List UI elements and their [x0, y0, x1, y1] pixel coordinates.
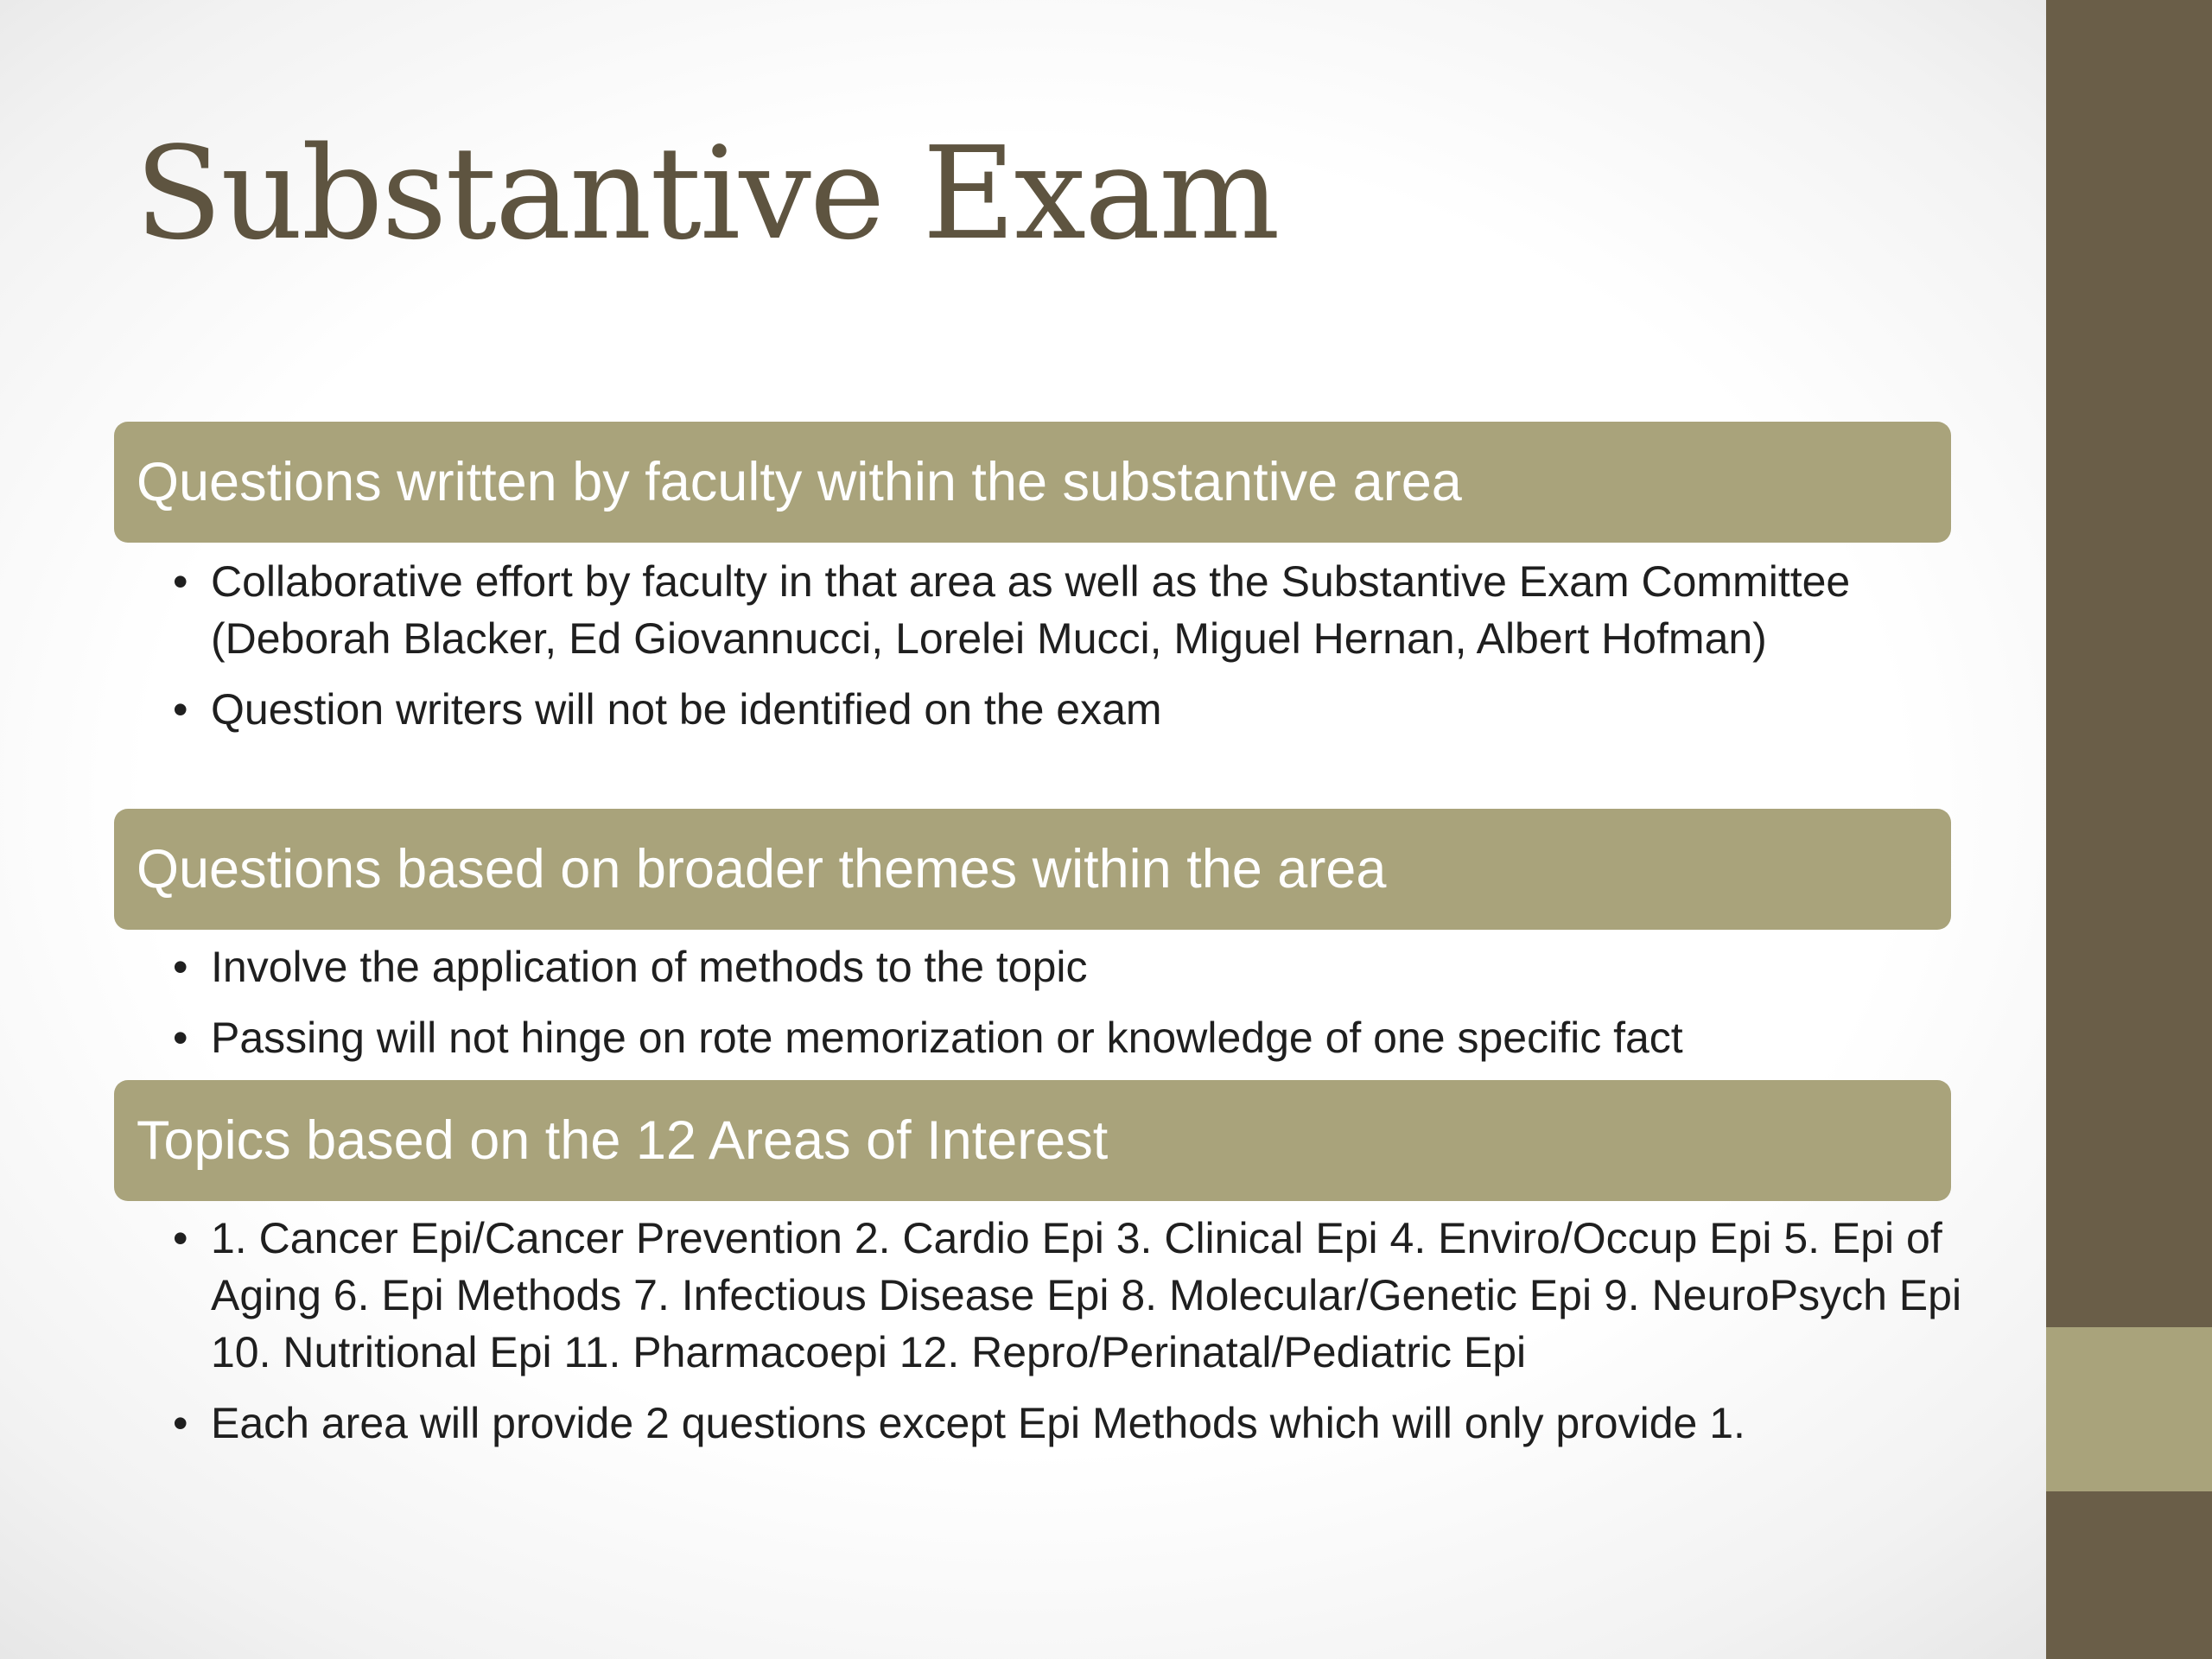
- bullet-marker: •: [173, 557, 188, 606]
- bullet-text: 1. Cancer Epi/Cancer Prevention 2. Cardio Epi 3. Clinical Epi 4. Enviro/Occup Epi 5. Epi of Aging 6. Epi Methods 7. Infectious Disease Epi 8. Molecular/Genetic Epi 9. NeuroPsych Epi 10. Nutritional Epi 11. Pharmacoepi 12. Repro/Perinatal/Pediatric Epi: [211, 1214, 1962, 1376]
- bullet-item: [169, 553, 1967, 667]
- bullet-marker: •: [173, 1014, 188, 1062]
- side-bar-accent: [2046, 1327, 2212, 1491]
- bullet-marker: •: [173, 943, 188, 991]
- bullet-item: [169, 1210, 1967, 1381]
- bullet-item: [169, 681, 1967, 738]
- section-heading-themes: Questions based on broader themes within the area: [114, 809, 1951, 930]
- section-heading-areas: Topics based on the 12 Areas of Interest: [114, 1080, 1951, 1201]
- bullet-marker: •: [173, 685, 188, 734]
- bullet-item: [169, 1009, 1967, 1066]
- bullet-marker: •: [173, 1399, 188, 1447]
- section-bullets-themes: [169, 938, 1967, 1080]
- bullet-text: Passing will not hinge on rote memorization or knowledge of one specific fact: [211, 1014, 1683, 1062]
- section-bullets-areas: [169, 1210, 1967, 1465]
- bullet-text: Collaborative effort by faculty in that area as well as the Substantive Exam Committee (Deborah Blacker, Ed Giovannucci, Lorelei Mucci, Miguel Hernan, Albert Hofman): [211, 557, 1851, 663]
- bullet-text: Involve the application of methods to the topic: [211, 943, 1088, 991]
- slide-title: Substantive Exam: [135, 119, 1279, 268]
- bullet-item: [169, 938, 1967, 995]
- bullet-marker: •: [173, 1214, 188, 1262]
- section-bullets-faculty: [169, 553, 1967, 752]
- bullet-text: Each area will provide 2 questions except Epi Methods which will only provide 1.: [211, 1399, 1745, 1447]
- bullet-item: [169, 1395, 1967, 1452]
- section-heading-faculty: Questions written by faculty within the substantive area: [114, 422, 1951, 543]
- bullet-text: Question writers will not be identified on the exam: [211, 685, 1162, 734]
